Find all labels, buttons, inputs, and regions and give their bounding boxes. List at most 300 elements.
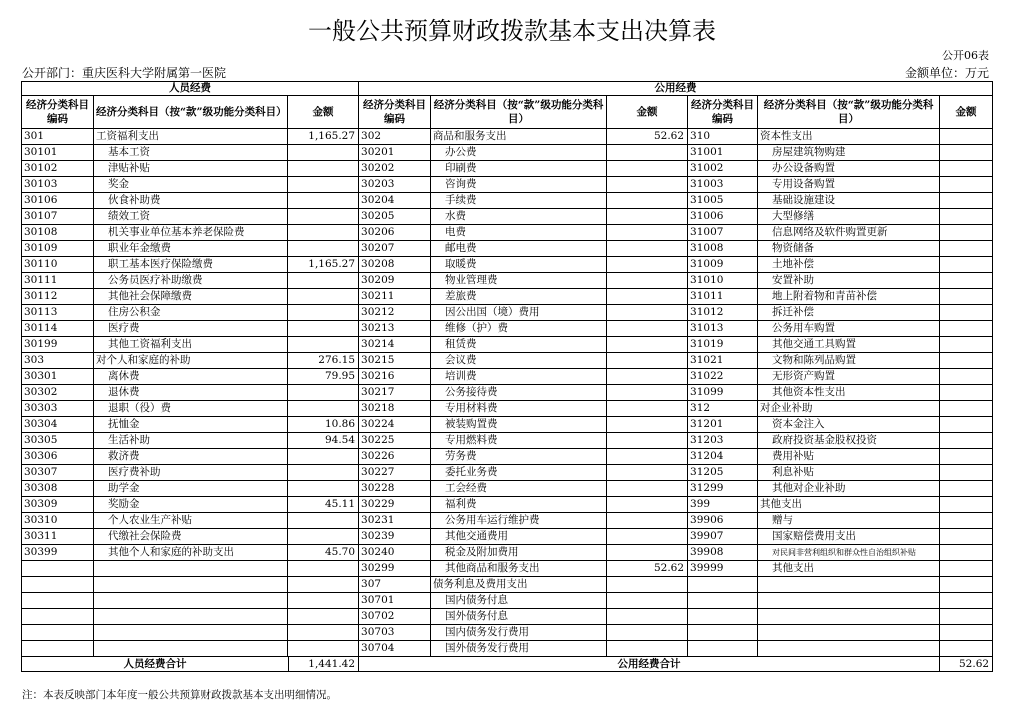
code-cell: 30103 (22, 177, 94, 193)
amount-cell (607, 593, 688, 609)
personnel-total-amount: 1,441.42 (308, 658, 356, 670)
code-cell: 30309 (22, 497, 94, 513)
name-cell: 拆迁补偿 (758, 305, 940, 321)
table-row (22, 145, 993, 161)
name-cell: 物业管理费 (431, 273, 607, 289)
name-cell: 赠与 (758, 513, 940, 529)
amount-cell (288, 241, 359, 257)
group-header-row (22, 82, 993, 96)
amount-cell (288, 513, 359, 529)
code-cell: 30231 (359, 513, 431, 529)
code-cell: 30311 (22, 529, 94, 545)
name-cell: 绩效工资 (94, 209, 288, 225)
name-cell: 其他交通工具购置 (758, 337, 940, 353)
amount-cell (288, 593, 359, 609)
code-cell: 30110 (22, 257, 94, 273)
amount-cell (940, 305, 993, 321)
table-row (22, 513, 993, 529)
amount-cell (607, 321, 688, 337)
code-cell: 31003 (688, 177, 758, 193)
table-row (22, 289, 993, 305)
name-cell: 公务用车购置 (758, 321, 940, 337)
code-cell: 30307 (22, 465, 94, 481)
amount-cell (288, 161, 359, 177)
name-cell (94, 609, 288, 625)
name-cell (94, 641, 288, 657)
amount-cell (288, 401, 359, 417)
name-cell: 其他社会保障缴费 (94, 289, 288, 305)
code-cell: 30201 (359, 145, 431, 161)
name-cell: 住房公积金 (94, 305, 288, 321)
amount-cell (607, 577, 688, 593)
public-total-label: 公用经费合计 (359, 657, 940, 672)
code-cell: 30302 (22, 385, 94, 401)
name-cell: 公务用车运行维护费 (431, 513, 607, 529)
public-group-header: 公用经费 (359, 82, 993, 96)
name-cell: 税金及附加费用 (431, 545, 607, 561)
code-cell: 30101 (22, 145, 94, 161)
name-cell (94, 577, 288, 593)
code-cell: 30399 (22, 545, 94, 561)
code-cell: 30112 (22, 289, 94, 305)
code-cell: 31001 (688, 145, 758, 161)
name-cell: 工会经费 (431, 481, 607, 497)
name-cell: 基础设施建设 (758, 193, 940, 209)
name-cell: 专用燃料费 (431, 433, 607, 449)
amount-cell (288, 337, 359, 353)
code-cell: 39908 (688, 545, 758, 561)
amount-cell (607, 545, 688, 561)
name-cell: 文物和陈列品购置 (758, 353, 940, 369)
name-cell: 劳务费 (431, 449, 607, 465)
amount-cell (288, 641, 359, 657)
amount-cell (940, 481, 993, 497)
page-title: 一般公共预算财政拨款基本支出决算表 (308, 17, 716, 45)
table-row (22, 177, 993, 193)
amount-cell: 45.11 (288, 497, 359, 513)
code-cell: 30310 (22, 513, 94, 529)
table-row (22, 193, 993, 209)
code-cell: 30109 (22, 241, 94, 257)
code-cell: 30306 (22, 449, 94, 465)
code-cell: 30299 (359, 561, 431, 577)
name-cell: 邮电费 (431, 241, 607, 257)
name-cell: 地上附着物和青苗补偿 (758, 289, 940, 305)
name-cell: 被装购置费 (431, 417, 607, 433)
amount-cell: 45.70 (288, 545, 359, 561)
table-row (22, 417, 993, 433)
name-cell: 国内债务发行费用 (431, 625, 607, 641)
personnel-group-header: 人员经费 (22, 82, 359, 96)
code-cell: 31099 (688, 385, 758, 401)
amount-cell: 276.15 (288, 353, 359, 369)
personnel-total-label: 人员经费合计 (22, 657, 289, 671)
amount-cell (288, 209, 359, 225)
code-cell: 31019 (688, 337, 758, 353)
amount-cell (940, 577, 993, 593)
code-cell: 30702 (359, 609, 431, 625)
amount-cell (940, 465, 993, 481)
name-cell: 基本工资 (94, 145, 288, 161)
name-cell: 工资福利支出 (94, 129, 288, 145)
name-cell: 专用设备购置 (758, 177, 940, 193)
amount-cell (288, 385, 359, 401)
expenditure-table (21, 81, 993, 672)
code-cell: 30211 (359, 289, 431, 305)
table-row (22, 353, 993, 369)
name-cell: 其他商品和服务支出 (431, 561, 607, 577)
name-cell: 培训费 (431, 369, 607, 385)
name-cell: 信息网络及软件购置更新 (758, 225, 940, 241)
table-row (22, 529, 993, 545)
amount-cell (288, 305, 359, 321)
code-cell: 30227 (359, 465, 431, 481)
name-cell: 国家赔偿费用支出 (758, 529, 940, 545)
name-cell: 房屋建筑物购建 (758, 145, 940, 161)
amount-cell (607, 225, 688, 241)
code-cell: 30304 (22, 417, 94, 433)
personnel-total-cell (22, 657, 359, 672)
amount-cell: 10.86 (288, 417, 359, 433)
name-cell: 大型修缮 (758, 209, 940, 225)
code-cell: 303 (22, 353, 94, 369)
code-cell: 30217 (359, 385, 431, 401)
code-cell (22, 625, 94, 641)
table-row (22, 433, 993, 449)
code-cell: 39907 (688, 529, 758, 545)
table-row (22, 577, 993, 593)
amount-cell (288, 193, 359, 209)
name-cell: 维修（护）费 (431, 321, 607, 337)
amount-cell (607, 481, 688, 497)
name-cell: 委托业务费 (431, 465, 607, 481)
amount-cell (940, 497, 993, 513)
code-cell: 31006 (688, 209, 758, 225)
amount-cell (607, 513, 688, 529)
amount-cell (940, 129, 993, 145)
code-cell: 30108 (22, 225, 94, 241)
table-row (22, 545, 993, 561)
code-cell: 31009 (688, 257, 758, 273)
table-row (22, 449, 993, 465)
amount-cell: 1,165.27 (288, 257, 359, 273)
amount-cell (607, 401, 688, 417)
code-cell (22, 561, 94, 577)
code-cell: 302 (359, 129, 431, 145)
code-cell: 30214 (359, 337, 431, 353)
amount-cell (607, 289, 688, 305)
name-cell: 国外债务付息 (431, 609, 607, 625)
amount-cell (940, 385, 993, 401)
amount-cell (607, 353, 688, 369)
name-cell: 专用材料费 (431, 401, 607, 417)
amount-cell (940, 545, 993, 561)
name-cell: 商品和服务支出 (431, 129, 607, 145)
amount-cell: 1,165.27 (288, 129, 359, 145)
name-cell: 对民间非营利组织和群众性自治组织补贴 (758, 545, 940, 561)
code-cell: 30239 (359, 529, 431, 545)
code-cell: 30305 (22, 433, 94, 449)
amount-cell (940, 289, 993, 305)
code-cell: 30240 (359, 545, 431, 561)
amount-header: 金额 (940, 96, 993, 129)
table-body (22, 129, 993, 657)
name-cell: 医疗费补助 (94, 465, 288, 481)
code-cell: 30206 (359, 225, 431, 241)
amount-cell (940, 625, 993, 641)
name-header: 经济分类科目（按“款”级功能分类科目） (758, 96, 940, 129)
code-cell: 31204 (688, 449, 758, 465)
name-cell: 利息补贴 (758, 465, 940, 481)
code-cell: 30215 (359, 353, 431, 369)
amount-cell (940, 609, 993, 625)
name-cell: 物资储备 (758, 241, 940, 257)
name-cell: 其他支出 (758, 497, 940, 513)
amount-cell (288, 529, 359, 545)
amount-cell (288, 145, 359, 161)
amount-cell (288, 561, 359, 577)
amount-header: 金额 (607, 96, 688, 129)
name-cell: 电费 (431, 225, 607, 241)
name-cell (758, 625, 940, 641)
name-cell: 对个人和家庭的补助 (94, 353, 288, 369)
name-cell: 抚恤金 (94, 417, 288, 433)
amount-cell (940, 433, 993, 449)
amount-cell (940, 193, 993, 209)
code-cell: 30209 (359, 273, 431, 289)
code-cell: 30228 (359, 481, 431, 497)
table-row (22, 401, 993, 417)
name-cell: 其他对企业补助 (758, 481, 940, 497)
name-cell: 生活补助 (94, 433, 288, 449)
table-row (22, 241, 993, 257)
code-cell: 30301 (22, 369, 94, 385)
amount-cell (940, 513, 993, 529)
amount-header: 金额 (288, 96, 359, 129)
name-cell: 差旅费 (431, 289, 607, 305)
code-cell: 310 (688, 129, 758, 145)
amount-cell (940, 209, 993, 225)
code-cell (688, 625, 758, 641)
code-cell: 31205 (688, 465, 758, 481)
table-row (22, 273, 993, 289)
name-cell: 印刷费 (431, 161, 607, 177)
code-cell: 30106 (22, 193, 94, 209)
amount-cell (607, 209, 688, 225)
form-number: 公开06表 (942, 49, 989, 62)
name-cell: 其他工资福利支出 (94, 337, 288, 353)
code-cell: 30229 (359, 497, 431, 513)
amount-cell (607, 609, 688, 625)
table-row (22, 609, 993, 625)
amount-cell (940, 593, 993, 609)
name-cell: 奖励金 (94, 497, 288, 513)
name-cell: 对企业补助 (758, 401, 940, 417)
code-cell: 312 (688, 401, 758, 417)
table-row (22, 161, 993, 177)
name-cell: 债务利息及费用支出 (431, 577, 607, 593)
name-cell: 公务接待费 (431, 385, 607, 401)
name-cell: 租赁费 (431, 337, 607, 353)
amount-cell (940, 257, 993, 273)
table-row (22, 625, 993, 641)
name-cell: 国外债务发行费用 (431, 641, 607, 657)
amount-cell (607, 465, 688, 481)
name-cell: 奖金 (94, 177, 288, 193)
name-cell: 其他个人和家庭的补助支出 (94, 545, 288, 561)
name-cell: 退休费 (94, 385, 288, 401)
table-row (22, 641, 993, 657)
amount-cell (940, 161, 993, 177)
table-row (22, 321, 993, 337)
name-cell: 水费 (431, 209, 607, 225)
amount-cell: 94.54 (288, 433, 359, 449)
name-cell: 国内债务付息 (431, 593, 607, 609)
code-cell: 30212 (359, 305, 431, 321)
code-cell: 31022 (688, 369, 758, 385)
amount-cell (288, 177, 359, 193)
name-cell (758, 577, 940, 593)
table-row (22, 385, 993, 401)
name-cell: 土地补偿 (758, 257, 940, 273)
code-cell (688, 593, 758, 609)
code-cell (688, 577, 758, 593)
code-cell: 30114 (22, 321, 94, 337)
name-cell: 公务员医疗补助缴费 (94, 273, 288, 289)
amount-cell: 52.62 (607, 129, 688, 145)
code-cell: 30208 (359, 257, 431, 273)
amount-cell (607, 305, 688, 321)
amount-cell (940, 401, 993, 417)
amount-cell (940, 417, 993, 433)
amount-cell (288, 577, 359, 593)
code-cell: 31203 (688, 433, 758, 449)
amount-cell (607, 449, 688, 465)
name-cell: 会议费 (431, 353, 607, 369)
code-cell (688, 641, 758, 657)
name-cell: 资本金注入 (758, 417, 940, 433)
code-cell: 30204 (359, 193, 431, 209)
name-cell (758, 593, 940, 609)
amount-cell (607, 433, 688, 449)
name-header: 经济分类科目（按“款”级功能分类科目） (431, 96, 607, 129)
name-cell: 退职（役）费 (94, 401, 288, 417)
amount-cell (607, 193, 688, 209)
name-cell: 其他支出 (758, 561, 940, 577)
amount-cell (940, 225, 993, 241)
table-row (22, 209, 993, 225)
amount-cell (288, 465, 359, 481)
name-cell: 咨询费 (431, 177, 607, 193)
amount-cell (940, 369, 993, 385)
table-row (22, 481, 993, 497)
amount-cell (607, 497, 688, 513)
amount-cell (607, 177, 688, 193)
amount-cell (940, 337, 993, 353)
code-cell: 31012 (688, 305, 758, 321)
code-cell (22, 577, 94, 593)
name-cell: 代缴社会保险费 (94, 529, 288, 545)
amount-cell (940, 273, 993, 289)
name-cell: 机关事业单位基本养老保险费 (94, 225, 288, 241)
footnote: 注：本表反映部门本年度一般公共预算财政拨款基本支出明细情况。 (22, 689, 337, 701)
code-cell: 30111 (22, 273, 94, 289)
name-cell: 津贴补贴 (94, 161, 288, 177)
code-cell: 30218 (359, 401, 431, 417)
code-cell: 30225 (359, 433, 431, 449)
column-header-row (22, 96, 993, 129)
amount-cell (607, 241, 688, 257)
code-cell: 31005 (688, 193, 758, 209)
table-row (22, 257, 993, 273)
amount-cell (607, 385, 688, 401)
code-cell: 31201 (688, 417, 758, 433)
name-cell: 资本性支出 (758, 129, 940, 145)
amount-cell: 79.95 (288, 369, 359, 385)
code-cell: 31299 (688, 481, 758, 497)
code-cell: 30202 (359, 161, 431, 177)
amount-cell (607, 641, 688, 657)
name-cell: 职工基本医疗保险缴费 (94, 257, 288, 273)
name-cell: 伙食补助费 (94, 193, 288, 209)
amount-cell (288, 625, 359, 641)
name-cell (758, 609, 940, 625)
name-cell (94, 593, 288, 609)
code-cell: 30303 (22, 401, 94, 417)
amount-cell (607, 337, 688, 353)
code-cell (688, 609, 758, 625)
amount-cell (607, 161, 688, 177)
table-row (22, 305, 993, 321)
amount-cell (940, 529, 993, 545)
amount-cell (288, 225, 359, 241)
code-cell: 30308 (22, 481, 94, 497)
amount-cell (288, 321, 359, 337)
code-cell: 30701 (359, 593, 431, 609)
table-row (22, 561, 993, 577)
amount-cell (607, 369, 688, 385)
name-cell: 其他交通费用 (431, 529, 607, 545)
code-cell: 307 (359, 577, 431, 593)
name-cell: 费用补贴 (758, 449, 940, 465)
name-cell (94, 561, 288, 577)
amount-cell (288, 273, 359, 289)
name-cell: 政府投资基金股权投资 (758, 433, 940, 449)
code-cell: 30704 (359, 641, 431, 657)
code-header: 经济分类科目编码 (688, 96, 758, 129)
name-cell: 福利费 (431, 497, 607, 513)
code-cell (22, 609, 94, 625)
amount-cell (607, 529, 688, 545)
table-row (22, 497, 993, 513)
department-label: 公开部门：重庆医科大学附属第一医院 (22, 66, 227, 80)
name-cell: 救济费 (94, 449, 288, 465)
amount-cell (940, 641, 993, 657)
code-cell: 399 (688, 497, 758, 513)
name-cell: 办公设备购置 (758, 161, 940, 177)
name-cell: 无形资产购置 (758, 369, 940, 385)
name-cell (94, 625, 288, 641)
amount-cell (940, 321, 993, 337)
code-cell (22, 593, 94, 609)
code-cell: 30113 (22, 305, 94, 321)
code-cell: 30703 (359, 625, 431, 641)
table-row (22, 465, 993, 481)
name-cell: 医疗费 (94, 321, 288, 337)
table-row (22, 129, 993, 145)
code-cell: 30226 (359, 449, 431, 465)
table-row (22, 593, 993, 609)
